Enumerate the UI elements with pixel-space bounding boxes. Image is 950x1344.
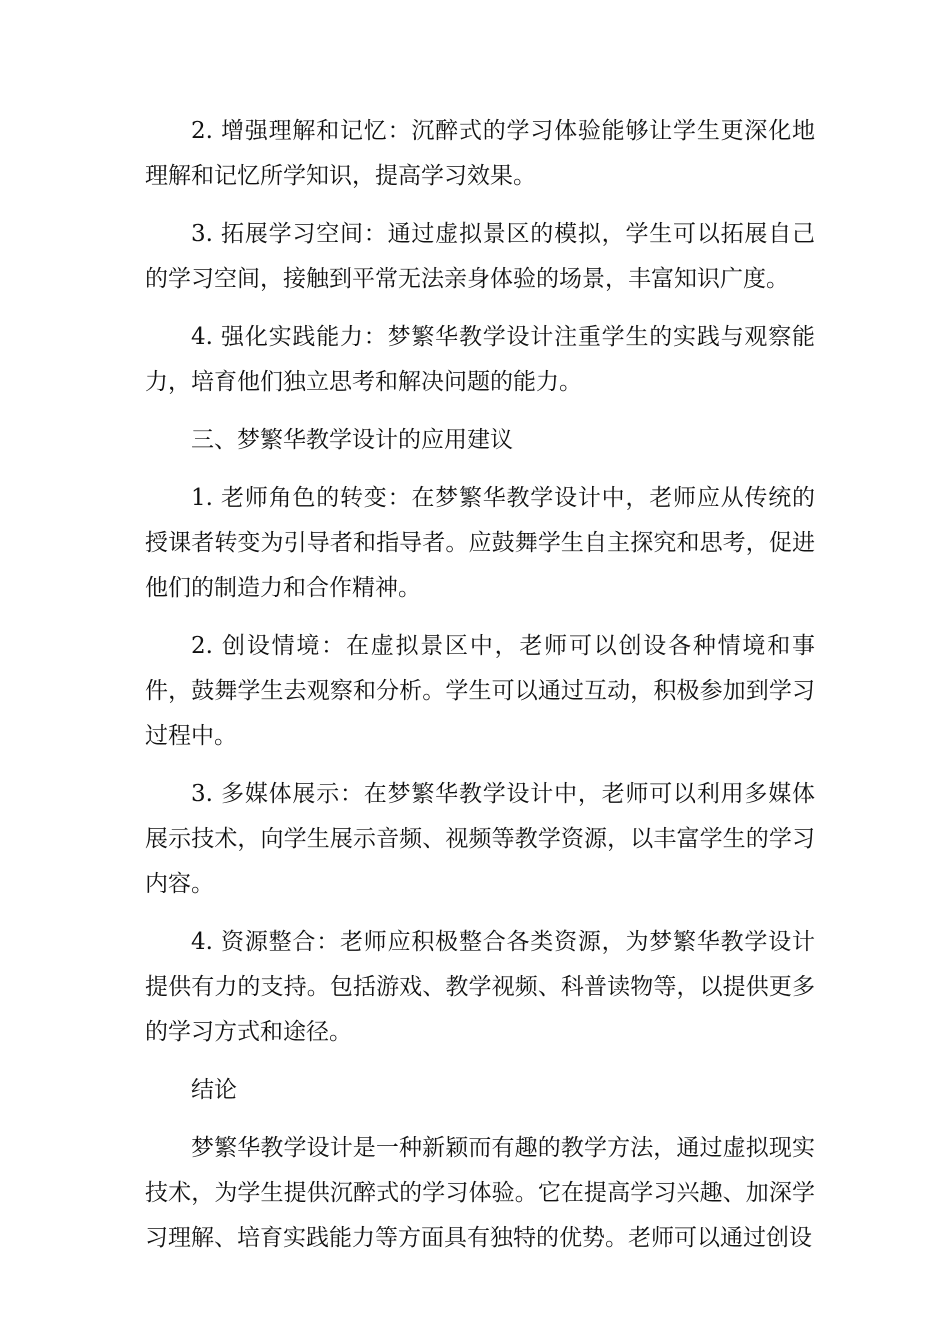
paragraph-understanding-memory: 2. 增强理解和记忆：沉醉式的学习体验能够让学生更深化地理解和记忆所学知识，提高学习效果。: [145, 118, 815, 189]
section-heading-conclusion: 结论: [191, 1077, 237, 1103]
document-body: [145, 109, 815, 1274]
section-heading-application: 三、梦繁华教学设计的应用建议: [191, 427, 513, 453]
paragraph-teacher-role: 1. 老师角色的转变：在梦繁华教学设计中，老师应从传统的授课者转变为引导者和指导者。应鼓舞学生自主探究和思考，促进他们的制造力和合作精神。: [145, 485, 815, 601]
paragraph-practice-ability: 4. 强化实践能力：梦繁华教学设计注重学生的实践与观察能力，培育他们独立思考和解决问题的能力。: [145, 324, 815, 395]
paragraph-resource-integration: 4. 资源整合：老师应积极整合各类资源，为梦繁华教学设计提供有力的支持。包括游戏、教学视频、科普读物等，以提供更多的学习方式和途径。: [145, 929, 815, 1045]
paragraph-create-scenarios: 2. 创设情境：在虚拟景区中，老师可以创设各种情境和事件，鼓舞学生去观察和分析。学生可以通过互动，积极参加到学习过程中。: [145, 633, 815, 749]
paragraph-conclusion-text: 梦繁华教学设计是一种新颖而有趣的教学方法，通过虚拟现实技术，为学生提供沉醉式的学习体验。它在提高学习兴趣、加深学习理解、培育实践能力等方面具有独特的优势。老师可以通过创设: [145, 1135, 815, 1251]
paragraph-learning-space: 3. 拓展学习空间：通过虚拟景区的模拟，学生可以拓展自己的学习空间，接触到平常无法亲身体验的场景，丰富知识广度。: [145, 221, 815, 292]
paragraph-multimedia: 3. 多媒体展示：在梦繁华教学设计中，老师可以利用多媒体展示技术，向学生展示音频、视频等教学资源，以丰富学生的学习内容。: [145, 781, 815, 897]
